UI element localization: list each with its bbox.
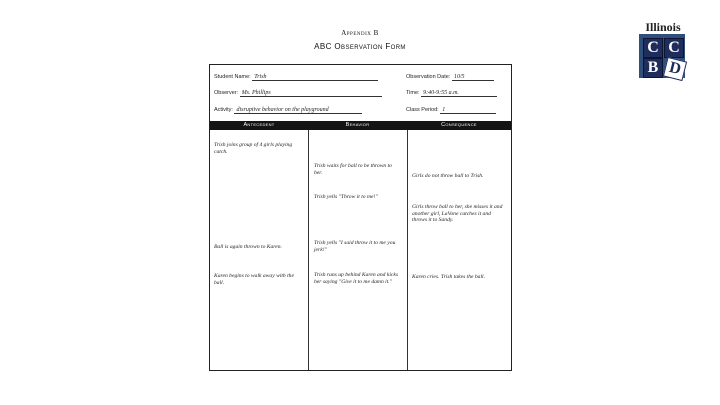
time-label: Time:	[406, 90, 420, 96]
consequence-header: Consequence	[441, 122, 477, 128]
logo-tile-c2: C	[664, 38, 684, 58]
student-label: Student Name:	[214, 74, 251, 80]
behavior-entry: Trish yells "I said throw it to me you jerk!"	[314, 240, 396, 253]
time-value: 9:40-9:55 a.m.	[421, 90, 497, 97]
time-field	[406, 90, 497, 97]
period-field	[406, 107, 496, 114]
behavior-entry: Trish yells "Throw it to me!"	[314, 194, 378, 200]
period-label: Class Period:	[406, 107, 439, 113]
consequence-entry: Girls throw ball to her, she misses it and another girl, LaVone catches it and throws it to Sandy.	[412, 204, 503, 224]
column-header-bar	[210, 121, 511, 130]
appendix-label: Appendix B	[341, 29, 379, 37]
activity-label: Activity:	[214, 107, 233, 113]
behavior-header: Behavior	[345, 122, 370, 128]
antecedent-header: Antecedent	[243, 122, 275, 128]
consequence-entry: Karen cries. Trish takes the ball.	[412, 274, 485, 280]
behavior-entry: Trish waits for ball to be thrown to her.	[314, 163, 392, 176]
date-field	[406, 74, 494, 81]
student-field	[214, 74, 378, 81]
form-title: ABC Observation Form	[314, 42, 406, 51]
observer-value: Ms. Phillips	[240, 90, 382, 97]
antecedent-entry: Karen begins to walk away with the ball.	[214, 273, 294, 286]
antecedent-entry: Trish joins group of 4 girls playing catch.	[214, 142, 293, 155]
observer-label: Observer:	[214, 90, 239, 96]
activity-value: disruptive behavior on the playground	[234, 107, 362, 114]
activity-field	[214, 107, 362, 114]
logo-tile-d: D	[663, 57, 687, 81]
period-value: 1	[440, 107, 496, 114]
date-label: Observation Date:	[406, 74, 451, 80]
consequence-entry: Girls do not throw ball to Trish.	[412, 173, 484, 179]
logo-tile-b: B	[643, 58, 663, 78]
column-divider	[407, 130, 408, 370]
iccbd-logo	[637, 20, 689, 82]
student-value: Trish	[252, 74, 378, 81]
behavior-entry: Trish runs up behind Karen and kicks her saying "Give it to me damn it."	[314, 272, 399, 285]
antecedent-entry: Ball is again thrown to Karen.	[214, 244, 282, 250]
abc-observation-form	[209, 64, 512, 371]
logo-tile-c1: C	[643, 38, 663, 58]
observer-field	[214, 90, 382, 97]
form-fields	[210, 65, 511, 121]
column-divider	[308, 130, 309, 370]
logo-word: Illinois	[645, 20, 681, 34]
date-value: 10/5	[452, 74, 494, 81]
